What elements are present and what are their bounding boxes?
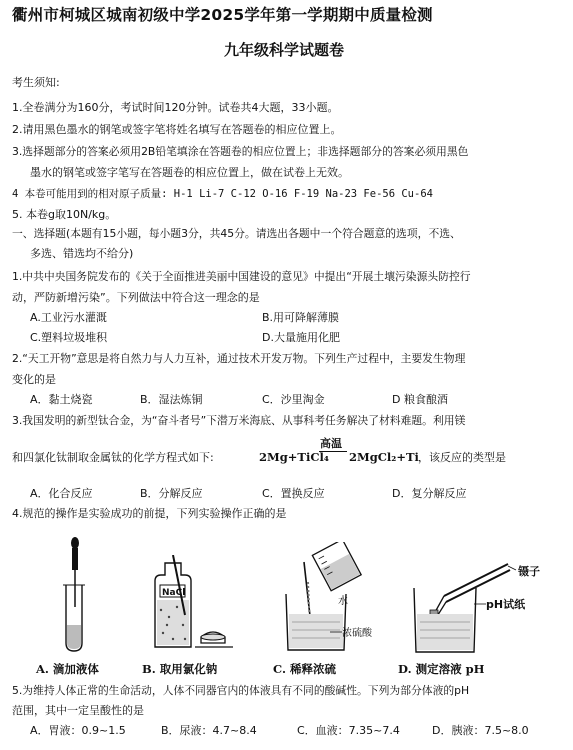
equation-arrow <box>319 451 347 452</box>
q5-option-c: C．血液：7.35~7.4 <box>297 724 400 737</box>
q3-option-c: C．置换反应 <box>262 487 325 500</box>
q2-stem: 2.“天工开物”意思是将自然力与人力互补，通过技术开发万物。下列生产过程中，主要发生物理 <box>12 352 466 365</box>
q2-stem-cont: 变化的是 <box>12 373 56 386</box>
section-heading-cont: 多选、错选均不给分) <box>30 247 134 260</box>
q1-option-a: A.工业污水灌溉 <box>30 311 107 324</box>
q3-stem: 3.我国发明的新型钛合金，为“奋斗者号”下潜万米海底、从事科考任务解决了材料难题。利用镁 <box>12 414 466 427</box>
q4-caption-a: A. 滴加液体 <box>36 662 99 676</box>
q5-option-a: A．胃液：0.9~1.5 <box>30 724 126 737</box>
q5-stem-cont: 范围，其中一定呈酸性的是 <box>12 704 144 717</box>
dropper-figure <box>55 535 105 655</box>
equation-products: 2MgCl₂+Ti <box>349 450 419 464</box>
notice-item-5: 5. 本卷g取10N/kg。 <box>12 208 117 221</box>
section-heading: 一、选择题(本题有15小题，每小题3分，共45分。请选出各题中一个符合题意的选项，不选、 <box>12 227 461 240</box>
paper-subtitle: 九年级科学试题卷 <box>224 41 345 59</box>
q3-option-d: D．复分解反应 <box>392 487 467 500</box>
q3-stem-after-eq: ，该反应的类型是 <box>418 451 506 464</box>
ph-paper-label: pH试纸 <box>486 598 526 611</box>
q4-stem: 4.规范的操作是实验成功的前提，下列实验操作正确的是 <box>12 507 287 520</box>
q2-option-b: B．湿法炼铜 <box>140 393 203 406</box>
q5-option-d: D．胰液：7.5~8.0 <box>432 724 529 737</box>
equation-condition: 高温 <box>320 437 342 450</box>
nacl-label: NaCl <box>162 588 186 598</box>
notice-item-2: 2.请用黑色墨水的钢笔或签字笔将姓名填写在答题卷的相应位置上。 <box>12 123 342 136</box>
q3-stem-before-eq: 和四氯化钛制取金属钛的化学方程式如下: <box>12 451 214 464</box>
q2-option-a: A．黏土烧瓷 <box>30 393 93 406</box>
dilution-figure <box>282 542 392 654</box>
notice-item-4: 4 本卷可能用到的相对原子质量: H-1 Li-7 C-12 O-16 F-19 Na-23 Fe-56 Cu-64 <box>12 188 433 200</box>
q1-stem: 1.中共中央国务院发布的《关于全面推进美丽中国建设的意见》中提出“开展土壤污染源头防控行 <box>12 270 471 283</box>
q5-stem: 5.为维持人体正常的生命活动，人体不同器官内的体液具有不同的酸碱性。下列为部分体液的pH <box>12 684 470 697</box>
q1-stem-cont: 动，严防新增污染”。下列做法中符合这一理念的是 <box>12 291 260 304</box>
notice-heading: 考生须知: <box>12 76 60 89</box>
q2-option-d: D 粮食酿酒 <box>392 393 448 406</box>
acid-label: 浓硫酸 <box>342 628 372 639</box>
q4-caption-d: D. 测定溶液 pH <box>398 662 485 676</box>
notice-item-3-cont: 墨水的钢笔或签字笔写在答题卷的相应位置上，做在试卷上无效。 <box>30 166 349 179</box>
tweezers-label: 镊子 <box>518 565 540 578</box>
q3-option-a: A．化合反应 <box>30 487 93 500</box>
q4-caption-b: B. 取用氯化钠 <box>142 662 218 676</box>
q4-caption-c: C. 稀释浓硫 <box>273 662 336 676</box>
q1-option-d: D.大量施用化肥 <box>262 331 340 344</box>
equation-reactants: 2Mg+TiCl₄ <box>259 450 329 464</box>
q1-option-c: C.塑料垃圾堆积 <box>30 331 108 344</box>
q1-option-b: B.用可降解薄膜 <box>262 311 340 324</box>
water-label: 水 <box>338 596 348 607</box>
exam-title: 衢州市柯城区城南初级中学2025学年第一学期期中质量检测 <box>12 6 433 24</box>
notice-item-1: 1.全卷满分为160分，考试时间120分钟。试卷共4大题，33小题。 <box>12 101 339 114</box>
ph-test-figure <box>408 548 558 656</box>
notice-item-3: 3.选择题部分的答案必须用2B铅笔填涂在答题卷的相应位置上；非选择题部分的答案必须用黑色 <box>12 145 469 158</box>
nacl-bottle-figure <box>145 555 235 655</box>
q5-option-b: B．尿液：4.7~8.4 <box>161 724 257 737</box>
q3-option-b: B．分解反应 <box>140 487 203 500</box>
q2-option-c: C．沙里淘金 <box>262 393 325 406</box>
